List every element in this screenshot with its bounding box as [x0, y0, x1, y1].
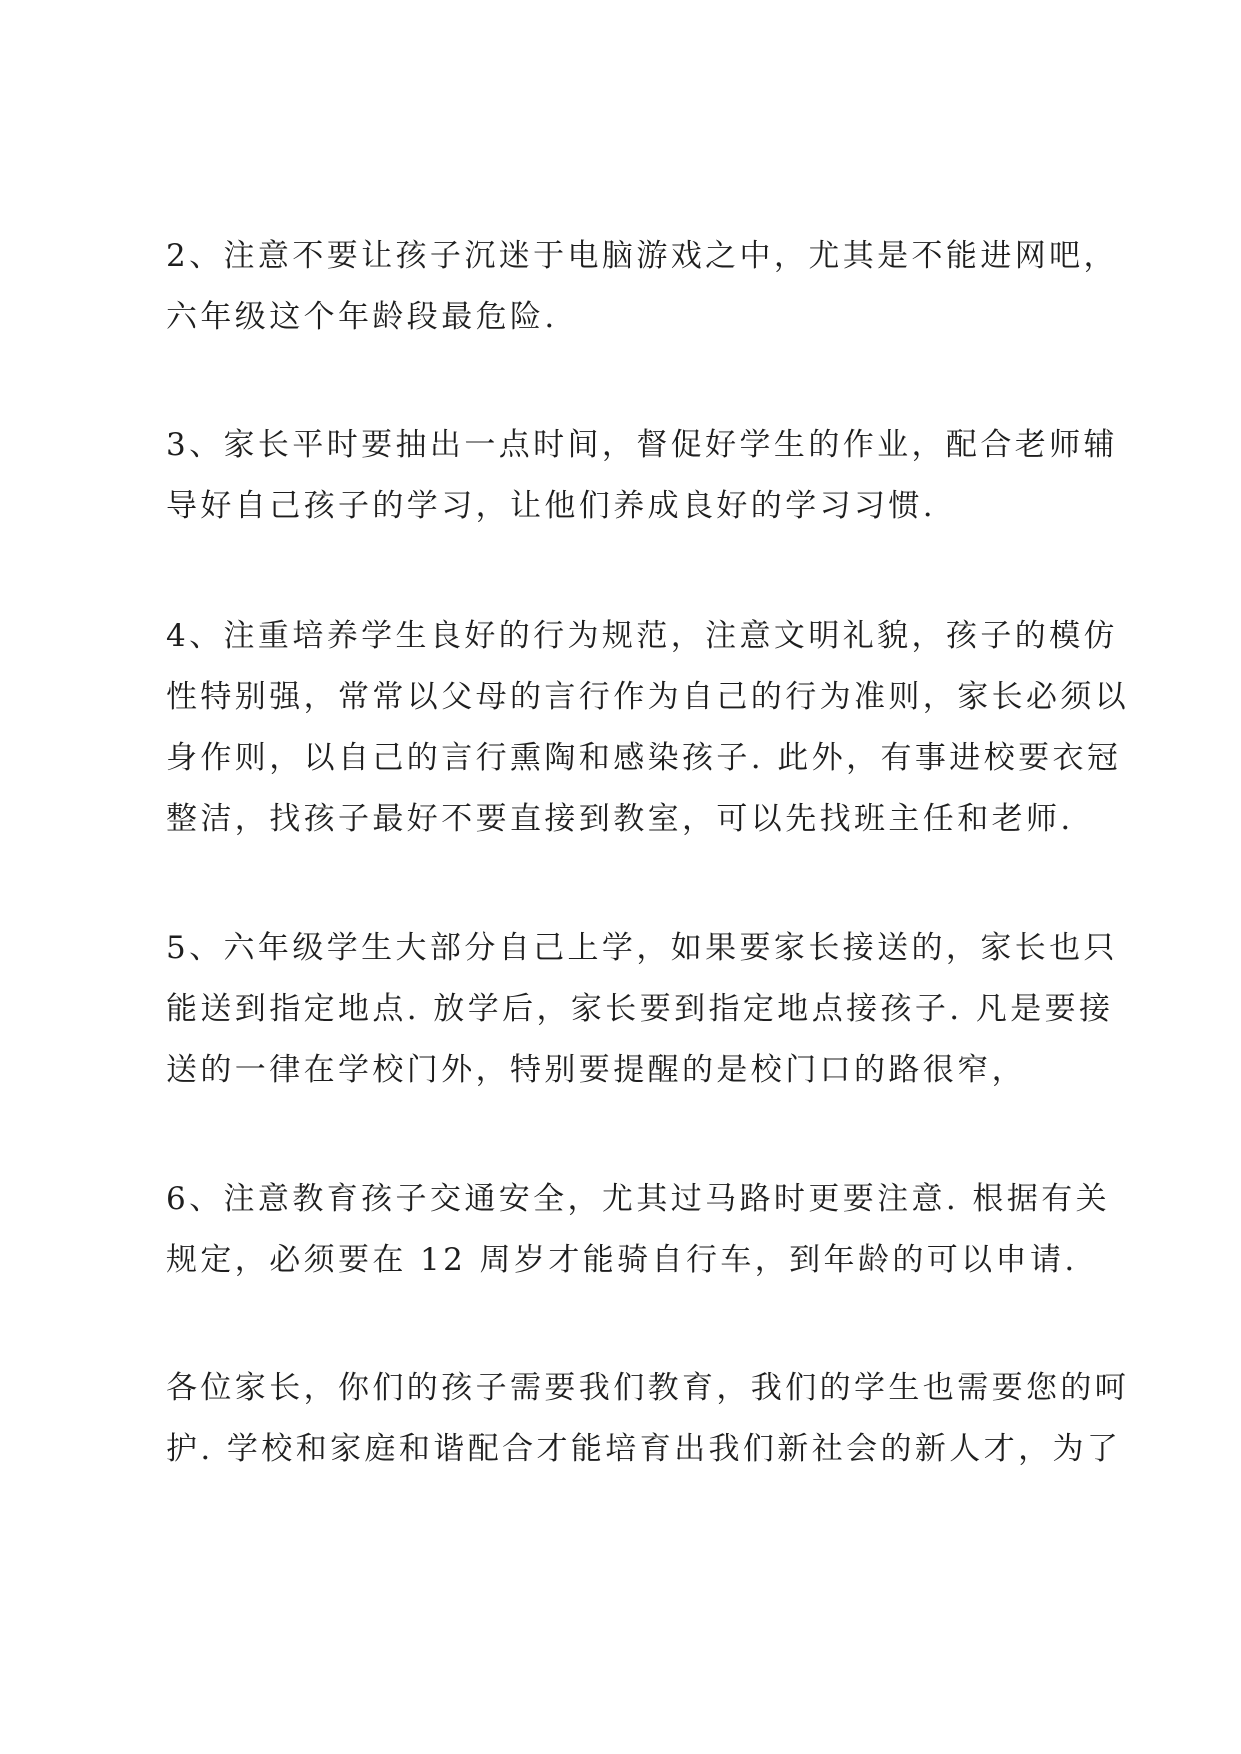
- paragraph-item-3: [166, 415, 1118, 537]
- text-line: 六年级这个年龄段最危险.: [166, 299, 558, 335]
- paragraph-item-2: [166, 226, 1118, 348]
- text-line: 规定，必须要在 12 周岁才能骑自行车，到年龄的可以申请.: [166, 1242, 1078, 1278]
- paragraph-item-4: [166, 606, 1130, 850]
- text-line: 护. 学校和家庭和谐配合才能培育出我们新社会的新人才，为了: [166, 1431, 1122, 1467]
- text-line: 性特别强，常常以父母的言行作为自己的行为准则，家长必须以: [166, 679, 1130, 715]
- text-line: 身作则，以自己的言行熏陶和感染孩子. 此外，有事进校要衣冠: [166, 740, 1122, 776]
- paragraph-item-6: [166, 1169, 1111, 1291]
- text-line: 4、注重培养学生良好的行为规范，注意文明礼貌，孩子的模仿: [166, 618, 1118, 654]
- text-line: 2、注意不要让孩子沉迷于电脑游戏之中，尤其是不能进网吧，: [166, 238, 1118, 274]
- text-line: 3、家长平时要抽出一点时间，督促好学生的作业，配合老师辅: [166, 427, 1118, 463]
- text-line: 能送到指定地点. 放学后，家长要到指定地点接孩子. 凡是要接: [166, 991, 1114, 1027]
- text-line: 送的一律在学校门外，特别要提醒的是校门口的路很窄，: [166, 1052, 1026, 1088]
- text-line: 各位家长，你们的孩子需要我们教育，我们的学生也需要您的呵: [166, 1370, 1130, 1406]
- text-line: 导好自己孩子的学习，让他们养成良好的学习习惯.: [166, 488, 937, 524]
- paragraph-closing: [166, 1358, 1130, 1480]
- text-line: 6、注意教育孩子交通安全，尤其过马路时更要注意. 根据有关: [166, 1181, 1111, 1217]
- paragraph-item-5: [166, 918, 1118, 1101]
- text-line: 整洁，找孩子最好不要直接到教室，可以先找班主任和老师.: [166, 801, 1074, 837]
- text-line: 5、六年级学生大部分自己上学，如果要家长接送的，家长也只: [166, 930, 1118, 966]
